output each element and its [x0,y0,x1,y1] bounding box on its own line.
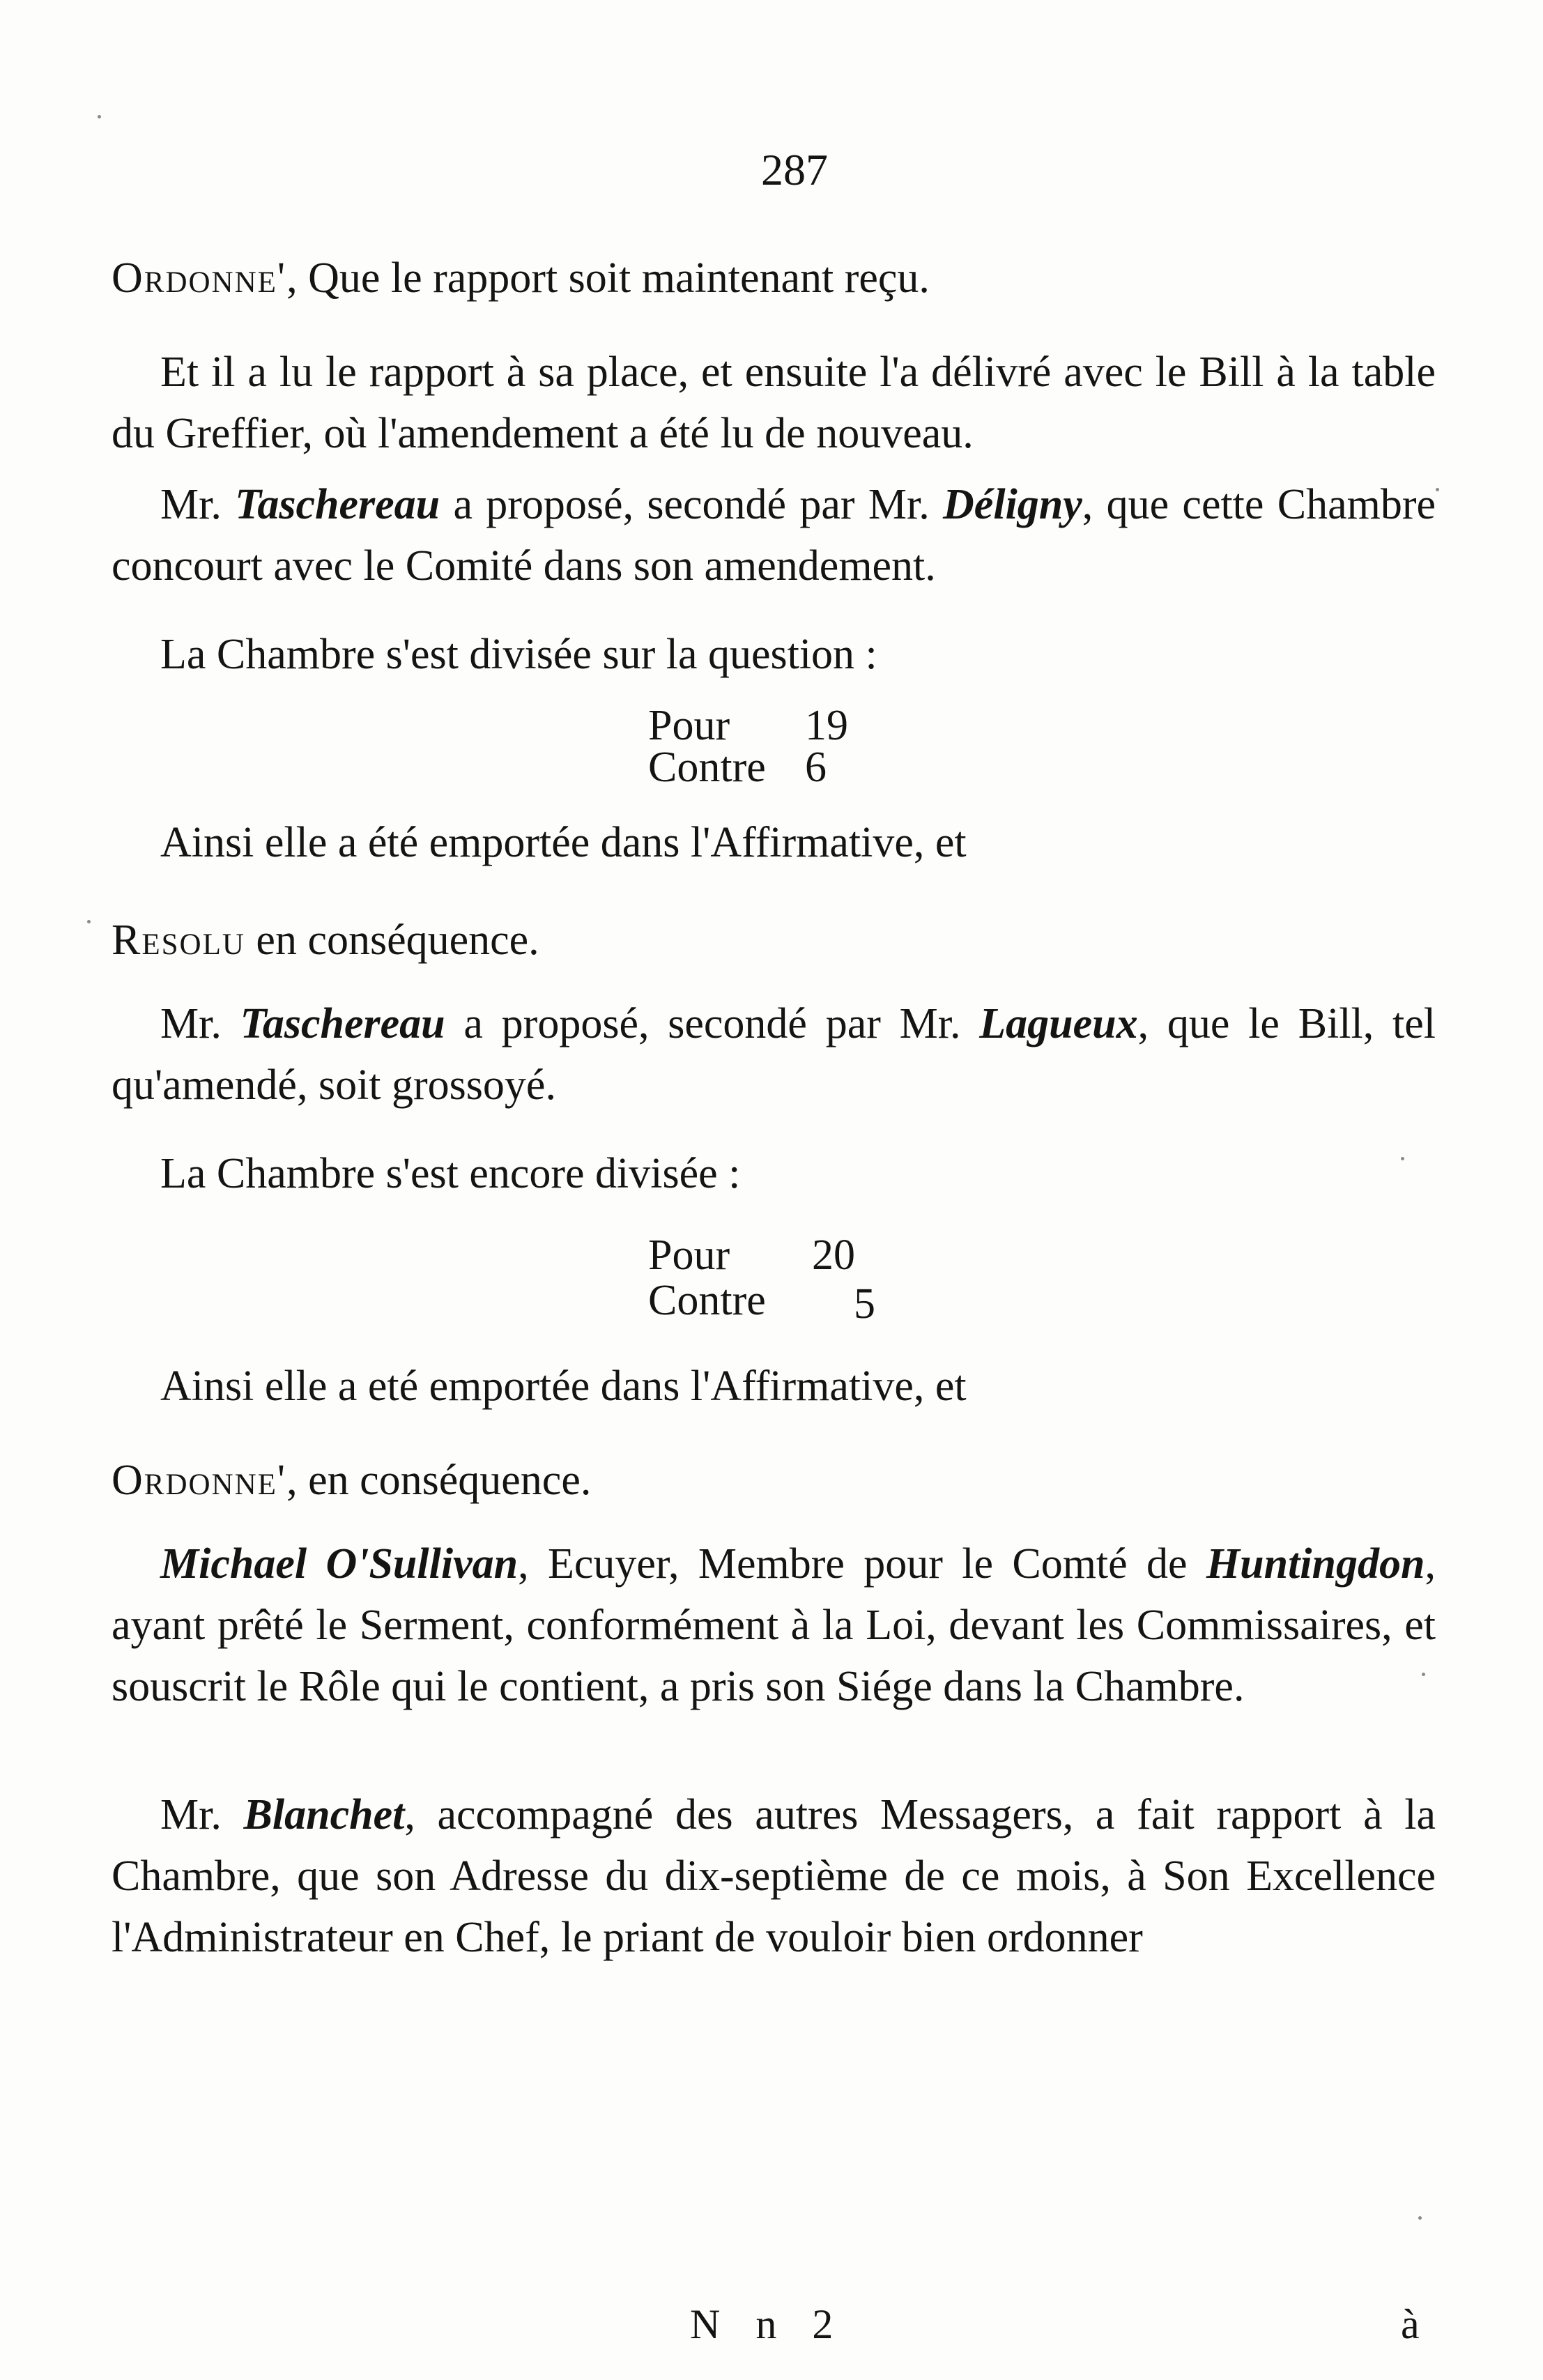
paragraph-text: , ayant prêté le Serment, conformément à la Loi, devant les Commissaires, et souscrit le Rôle qui le contient, a pris son Siége dans la Chambre. [112,1540,1436,1710]
paragraph-text: , en conséquence. [286,1457,592,1504]
scan-speck [1436,488,1439,491]
text-mr: Mr. [160,1791,244,1838]
text-mr: Mr. [160,1000,240,1047]
paragraph-text: La Chambre s'est encore divisée : [160,1150,741,1197]
paragraph-text: a proposé, secondé par Mr. [440,481,944,528]
place-huntingdon: Huntingdon [1206,1540,1425,1588]
scan-speck [98,115,101,118]
pour-label: Pour [648,702,730,749]
pour-label: Pour [648,1231,730,1279]
paragraph-division-1 [160,624,1484,685]
name-taschereau: Taschereau [240,1000,445,1047]
pour-count: 19 [805,702,848,749]
paragraph-taschereau-concourt [112,474,1436,597]
signature-mark: N n 2 [690,2301,846,2347]
paragraph-affirmative-1 [160,812,1484,873]
paragraph-text: Et il a lu le rapport à sa place, et ensuite l'a délivré avec le Bill à la table du Greffier, où l'amendement a été lu de nouveau. [112,348,1436,457]
name-blanchet: Blanchet [243,1791,405,1838]
scan-speck [1401,1157,1404,1160]
name-michael-osullivan: Michael O'Sullivan [160,1540,519,1588]
pour-count: 20 [812,1231,855,1279]
scan-speck [1418,2216,1422,2220]
contre-count: 6 [805,744,827,791]
keyword-ordonne: Ordonne' [112,1457,287,1504]
keyword-resolu: Resolu [112,916,245,964]
paragraph-ordonne-recu [112,247,1436,309]
paragraph-text: Ainsi elle a eté emportée dans l'Affirmative, et [160,1362,967,1410]
contre-label: Contre [648,744,766,791]
scan-speck [1422,1673,1425,1676]
page-number: 287 [761,145,828,194]
paragraph-text: Ainsi elle a été emportée dans l'Affirmative, et [160,819,967,866]
paragraph-division-2 [160,1143,1484,1204]
name-lagueux: Lagueux [979,1000,1138,1047]
scan-speck [87,920,91,923]
paragraph-taschereau-grossoye [112,993,1436,1116]
paragraph-text: a proposé, secondé par Mr. [445,1000,980,1047]
paragraph-affirmative-2 [160,1356,1484,1417]
contre-label: Contre [648,1277,766,1324]
paragraph-text: en conséquence. [245,916,539,964]
paragraph-text: , que le Bill, tel qu'amendé, soit grossoyé. [112,1000,1436,1109]
paragraph-ordonne-consequence [112,1450,1436,1511]
paragraph-osullivan [112,1533,1436,1717]
paragraph-text: La Chambre s'est divisée sur la question : [160,631,877,678]
paragraph-blanchet [112,1784,1436,1968]
paragraph-resolu [112,909,1436,971]
name-taschereau: Taschereau [235,481,440,528]
catchword: à [1401,2301,1420,2347]
paragraph-rapport-lu [112,341,1436,464]
paragraph-text: , Que le rapport soit maintenant reçu. [286,254,930,302]
paragraph-text: , Ecuyer, Membre pour le Comté de [518,1540,1206,1588]
contre-count: 5 [854,1280,875,1328]
name-deligny: Déligny [943,481,1082,528]
text-mr: Mr. [160,481,236,528]
paragraph-text: , que cette Chambre concourt avec le Comité dans son amendement. [112,481,1436,590]
paragraph-text: , accompagné des autres Messagers, a fait rapport à la Chambre, que son Adresse du dix-septième de ce mois, à Son Excellence l'Administrateur en Chef, le priant de vouloir bien ordonner [112,1791,1436,1961]
keyword-ordonne: Ordonne' [112,254,287,302]
